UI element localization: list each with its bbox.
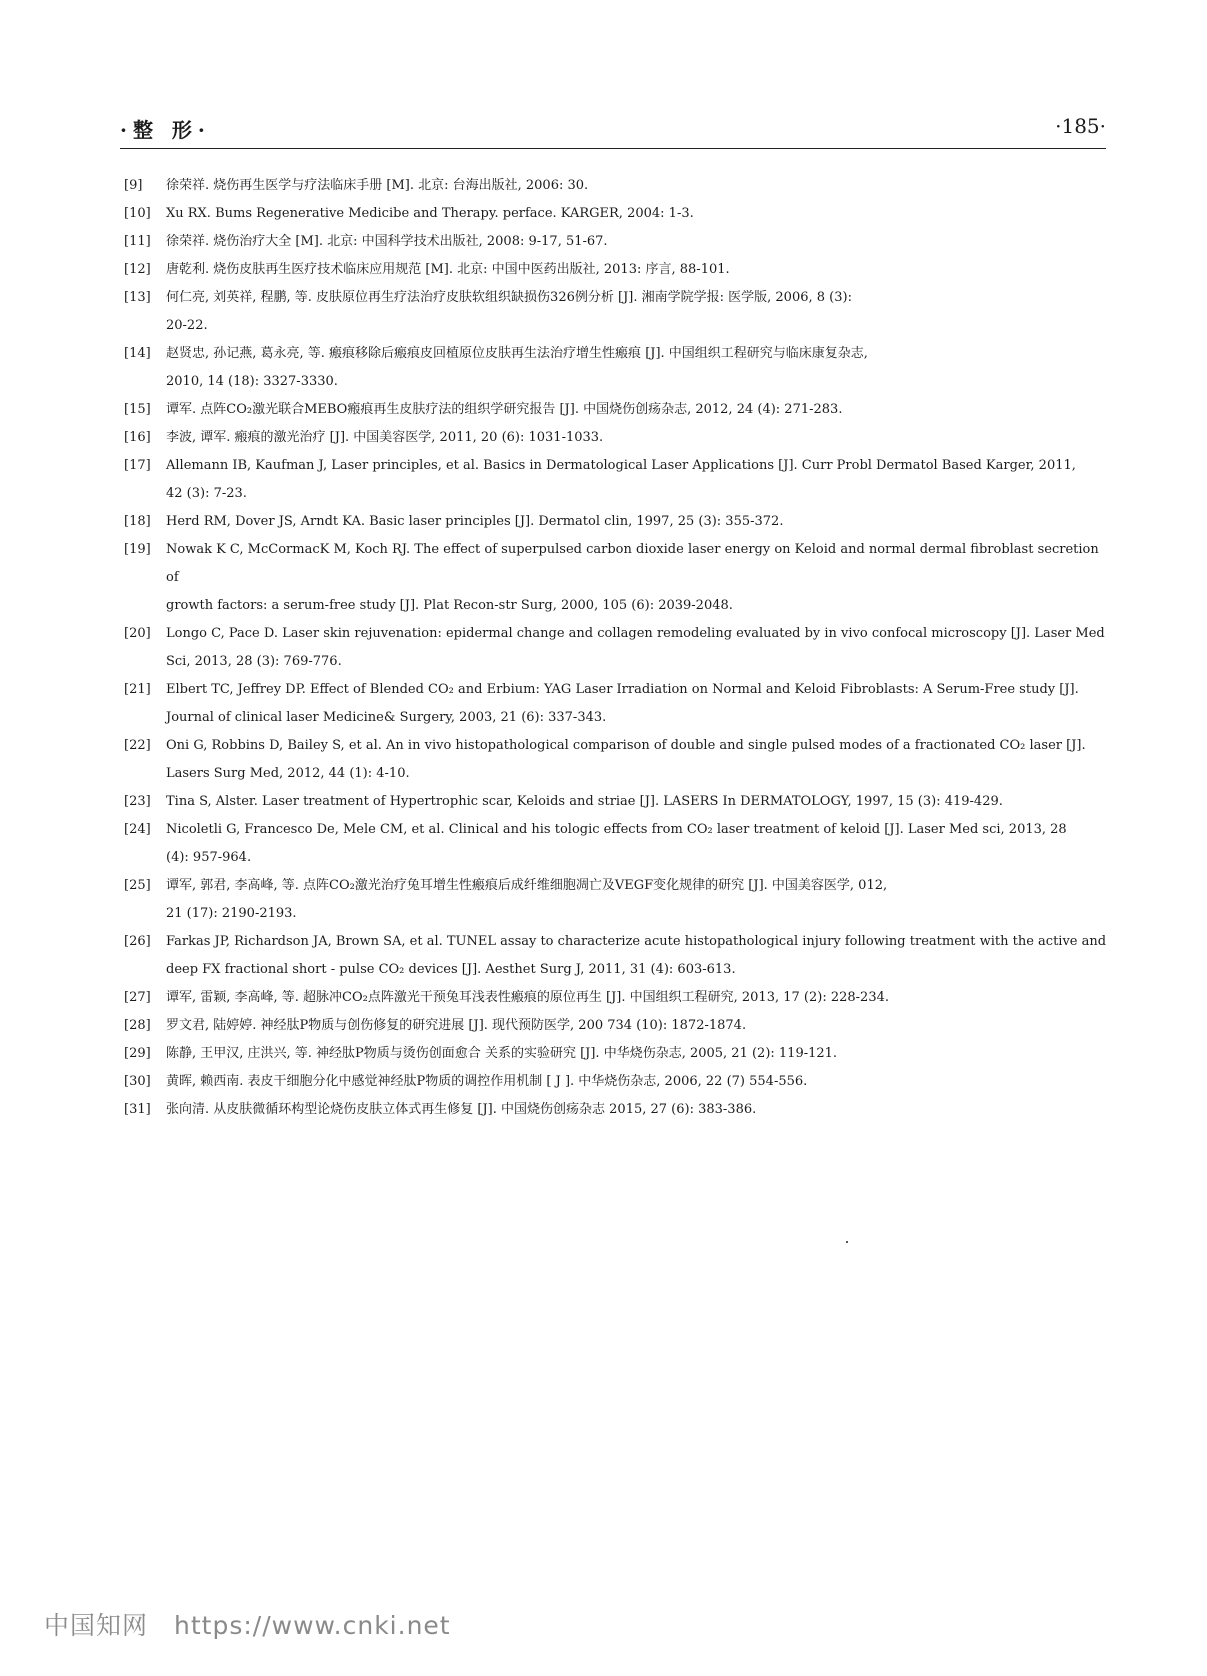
reference-number: [19] (124, 542, 151, 557)
reference-number: [17] (124, 458, 151, 473)
reference-text: 谭军, 雷颖, 李高峰, 等. 超脉冲CO₂点阵激光干预兔耳浅表性瘢痕的原位再生 [J]. 中国组织工程研究, 2013, 17 (2): 228-234. (166, 990, 889, 1005)
reference-number: [9] (124, 178, 143, 193)
reference-number: [30] (124, 1074, 151, 1089)
reference-item (124, 284, 1114, 340)
reference-text: Herd RM, Dover JS, Arndt KA. Basic laser principles [J]. Dermatol clin, 1997, 25 (3): 355-372. (166, 514, 784, 529)
reference-text: Nowak K C, McCormacK M, Koch RJ. The effect of superpulsed carbon dioxide laser energy on Keloid and normal dermal fibroblast secretion of growth factors: a serum-free study [J]. Plat Recon-str Surg, 2000, 105 (6): 2039-2048. (166, 542, 1099, 613)
reference-item (124, 228, 1114, 256)
watermark (44, 1606, 451, 1642)
reference-number: [12] (124, 262, 151, 277)
watermark-url: https://www.cnki.net (174, 1611, 451, 1640)
reference-item (124, 424, 1114, 452)
reference-text: 陈静, 王甲汉, 庄洪兴, 等. 神经肽P物质与烫伤创面愈合 关系的实验研究 [J]. 中华烧伤杂志, 2005, 21 (2): 119-121. (166, 1046, 838, 1061)
reference-list (124, 172, 1114, 1124)
reference-item (124, 1068, 1114, 1096)
reference-text: Allemann IB, Kaufman J, Laser principles, et al. Basics in Dermatological Laser Applications [J]. Curr Probl Dermatol Based Karger, 2011, 42 (3): 7-23. (166, 458, 1076, 501)
reference-number: [31] (124, 1102, 151, 1117)
reference-text: Longo C, Pace D. Laser skin rejuvenation: epidermal change and collagen remodeling evaluated by in vivo confocal microscopy [J]. Laser Med Sci, 2013, 28 (3): 769-776. (166, 626, 1105, 669)
reference-text: 何仁亮, 刘英祥, 程鹏, 等. 皮肤原位再生疗法治疗皮肤软组织缺损伤326例分析 [J]. 湘南学院学报: 医学版, 2006, 8 (3): 20-22. (166, 290, 852, 333)
reference-item (124, 928, 1114, 984)
reference-item (124, 536, 1114, 620)
reference-item (124, 620, 1114, 676)
reference-number: [13] (124, 290, 151, 305)
reference-item (124, 396, 1114, 424)
running-header (120, 114, 1106, 146)
reference-text: Farkas JP, Richardson JA, Brown SA, et al. TUNEL assay to characterize acute histopathological injury following treatment with the active and deep FX fractional short - pulse CO₂ devices [J]. Aesthet Surg J, 2011, 31 (4): 603-613. (166, 934, 1107, 977)
reference-number: [21] (124, 682, 151, 697)
page-number: ·185· (1055, 114, 1106, 138)
scan-speck (846, 1241, 848, 1243)
reference-text: 唐乾利. 烧伤皮肤再生医疗技术临床应用规范 [M]. 北京: 中国中医药出版社, 2013: 序言, 88-101. (166, 262, 730, 277)
reference-text: Oni G, Robbins D, Bailey S, et al. An in vivo histopathological comparison of double and single pulsed modes of a fractionated CO₂ laser [J]. Lasers Surg Med, 2012, 44 (1): 4-10. (166, 738, 1086, 781)
header-rule (120, 148, 1106, 149)
reference-text: 李波, 谭军. 瘢痕的激光治疗 [J]. 中国美容医学, 2011, 20 (6): 1031-1033. (166, 430, 604, 445)
reference-number: [11] (124, 234, 151, 249)
reference-item (124, 676, 1114, 732)
reference-item (124, 508, 1114, 536)
reference-number: [22] (124, 738, 151, 753)
reference-number: [18] (124, 514, 151, 529)
reference-item (124, 1040, 1114, 1068)
reference-number: [23] (124, 794, 151, 809)
reference-number: [25] (124, 878, 151, 893)
reference-number: [29] (124, 1046, 151, 1061)
reference-item (124, 1012, 1114, 1040)
reference-number: [26] (124, 934, 151, 949)
reference-item (124, 340, 1114, 396)
reference-item (124, 872, 1114, 928)
reference-item (124, 200, 1114, 228)
reference-item (124, 1096, 1114, 1124)
reference-item (124, 788, 1114, 816)
reference-text: 赵贤忠, 孙记燕, 葛永亮, 等. 瘢痕移除后瘢痕皮回植原位皮肤再生法治疗增生性瘢痕 [J]. 中国组织工程研究与临床康复杂志, 2010, 14 (18): 3327-3330. (166, 346, 868, 389)
reference-number: [14] (124, 346, 151, 361)
section-title: ·整 形· (120, 118, 211, 142)
reference-number: [28] (124, 1018, 151, 1033)
reference-number: [16] (124, 430, 151, 445)
reference-number: [20] (124, 626, 151, 641)
reference-item (124, 984, 1114, 1012)
reference-text: 张向清. 从皮肤微循环构型论烧伤皮肤立体式再生修复 [J]. 中国烧伤创疡杂志 2015, 27 (6): 383-386. (166, 1102, 757, 1117)
reference-text: 罗文君, 陆婷婷. 神经肽P物质与创伤修复的研究进展 [J]. 现代预防医学, 200 734 (10): 1872-1874. (166, 1018, 747, 1033)
reference-number: [24] (124, 822, 151, 837)
reference-number: [27] (124, 990, 151, 1005)
reference-text: 徐荣祥. 烧伤治疗大全 [M]. 北京: 中国科学技术出版社, 2008: 9-17, 51-67. (166, 234, 608, 249)
reference-text: Xu RX. Bums Regenerative Medicibe and Therapy. perface. KARGER, 2004: 1-3. (166, 206, 694, 221)
reference-item (124, 256, 1114, 284)
reference-text: Tina S, Alster. Laser treatment of Hypertrophic scar, Keloids and striae [J]. LASERS In DERMATOLOGY, 1997, 15 (3): 419-429. (166, 794, 1003, 809)
reference-text: 黄晖, 赖西南. 表皮干细胞分化中感觉神经肽P物质的调控作用机制 [ J ]. 中华烧伤杂志, 2006, 22 (7) 554-556. (166, 1074, 808, 1089)
reference-text: Nicoletli G, Francesco De, Mele CM, et al. Clinical and his tologic effects from CO₂ laser treatment of keloid [J]. Laser Med sci, 2013, 28 (4): 957-964. (166, 822, 1067, 865)
watermark-brand: 中国知网 (44, 1611, 149, 1640)
reference-text: 谭军, 郭君, 李高峰, 等. 点阵CO₂激光治疗兔耳增生性瘢痕后成纤维细胞凋亡及VEGF变化规律的研究 [J]. 中国美容医学, 012, 21 (17): 2190-2193. (166, 878, 888, 921)
reference-text: Elbert TC, Jeffrey DP. Effect of Blended CO₂ and Erbium: YAG Laser Irradiation on Normal and Keloid Fibroblasts: A Serum-Free study [J]. Journal of clinical laser Medicine& Surgery, 2003, 21 (6): 337-343. (166, 682, 1079, 725)
reference-text: 谭军. 点阵CO₂激光联合MEBO瘢痕再生皮肤疗法的组织学研究报告 [J]. 中国烧伤创疡杂志, 2012, 24 (4): 271-283. (166, 402, 843, 417)
reference-item (124, 172, 1114, 200)
reference-number: [10] (124, 206, 151, 221)
reference-item (124, 816, 1114, 872)
reference-text: 徐荣祥. 烧伤再生医学与疗法临床手册 [M]. 北京: 台海出版社, 2006: 30. (166, 178, 589, 193)
reference-item (124, 452, 1114, 508)
reference-item (124, 732, 1114, 788)
reference-number: [15] (124, 402, 151, 417)
